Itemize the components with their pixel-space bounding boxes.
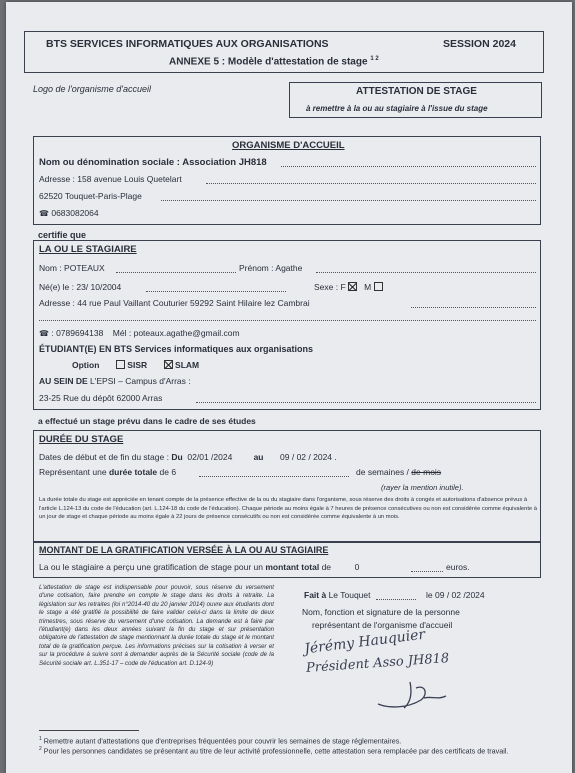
retraite-legal-text: L'attestation de stage est indispensable pour pouvoir, sous réserve du versement d'une cotisation, faire prendre en compte le stage dans les droits à retraite. La législation sur les retraites (loi n°2014-40 du 20 janvier 2014) ouvre aux étudiants dont le stage a été gratifié la possibilité de faire valider celui-ci dans la limite de deux trimestres, sous réserve du versement d'une cotisation. La demande est à faire par l'étudiant(e) dans les deux années suivant la fin du stage et sur présentation obligatoire de l'attestation de stage mentionnant la durée totale du stage et le montant total de la gratification perçue. Les informations précises sur la cotisation à verser et sur la procédure à suivre sont à demander auprès de la Sécurité sociale (code de la Sécurité sociale art. L.351-17 – code de l'éducation art. D.124-9)	[39, 584, 274, 667]
dotted-line	[146, 291, 286, 292]
logo-label: Logo de l'organisme d'accueil	[33, 84, 152, 94]
organisme-name: Nom ou dénomination sociale : Association JH818	[39, 157, 267, 168]
attestation-subtitle: à remettre à la ou au stagiaire à l'issue du stage	[306, 104, 488, 113]
signature-label-1: Nom, fonction et signature de la personne	[302, 607, 460, 617]
stagiaire-sexe: Sexe : F M	[314, 282, 383, 292]
handwritten-name: Jérémy Hauquier	[303, 626, 427, 658]
stagiaire-nom: Nom : POTEAUX	[39, 263, 105, 273]
duree-heading: DURÉE DU STAGE	[39, 434, 124, 445]
stagiaire-au-sein-addr: 23-25 Rue du dépôt 62000 Arras	[39, 393, 163, 403]
dotted-line	[376, 599, 416, 600]
dotted-line	[281, 166, 536, 167]
certifie-que: certifie que	[38, 230, 87, 240]
organisme-phone: ☎ 0683082064	[39, 208, 99, 218]
duree-dates: Dates de début et de fin du stage : Du 02/01 /2024 au 09 / 02 / 2024 .	[39, 452, 337, 462]
gratification-euros: euros.	[446, 562, 470, 572]
stagiaire-option: Option SISR SLAM	[72, 360, 200, 370]
footnote-1: $^1$ Remettre autant d'attestations que d'entreprises fréquentées pour couvrir les semaines de stage réglementaires.	[39, 736, 402, 746]
phone-icon: ☎	[39, 329, 49, 338]
dotted-line	[39, 320, 536, 321]
option-slam-checkbox[interactable]	[164, 360, 173, 369]
stagiaire-au-sein: AU SEIN DE L'EPSI – Campus d'Arras :	[39, 376, 191, 386]
signature-scribble	[366, 674, 456, 714]
attestation-title: ATTESTATION DE STAGE	[356, 86, 477, 97]
option-sisr-checkbox[interactable]	[116, 360, 125, 369]
sexe-m-checkbox[interactable]	[374, 282, 383, 291]
dotted-line	[411, 571, 443, 572]
handwritten-title: Président Asso JH818	[305, 651, 450, 676]
header-title: BTS SERVICES INFORMATIQUES AUX ORGANISATIONS	[46, 38, 329, 50]
duree-box	[33, 430, 541, 542]
stagiaire-contact: ☎ : 0789694138 Mél : poteaux.agathe@gmail.com	[39, 328, 240, 338]
organisme-address-line2: 62520 Touquet-Paris-Plage	[39, 191, 142, 201]
stagiaire-adresse: Adresse : 44 rue Paul Vaillant Couturier 59292 Saint Hilaire lez Cambrai	[39, 298, 310, 308]
fait-le: le 09 / 02 /2024	[426, 590, 485, 600]
header-session: SESSION 2024	[443, 38, 516, 50]
dotted-line	[116, 272, 236, 273]
dotted-line	[411, 307, 536, 308]
duree-rayer: (rayer la mention inutile).	[381, 483, 464, 492]
gratification-heading: MONTANT DE LA GRATIFICATION VERSÉE À LA OU AU STAGIAIRE	[39, 545, 329, 555]
duree-note: La durée totale du stage est appréciée en tenant compte de la présence effective de la ou du stagiaire dans l'organisme, sous réserve des droits à congés et autorisations d'absence prévus à l'article L.124-13 du code de l'éducation (art. L.124-18 du code de l'éducation). Chaque période au moins égale à 7 heures de présence consécutives ou non est considérée comme équivalente à un jour de stage et chaque période au moins égale à 22 jours de présence consécutifs ou non est considérée comme équivalente à un mois.	[39, 497, 537, 521]
stagiaire-prenom: Prénom : Agathe	[239, 263, 303, 273]
duree-unite: de semaines / de mois	[356, 467, 442, 477]
phone-icon: ☎	[39, 209, 49, 218]
footnote-2: $^2$ Pour les personnes candidates se présentant au titre de leur activité professionnelle, cette attestation sera remplacée par des certificats de travail.	[39, 746, 509, 756]
effectue-stage: a effectué un stage prévu dans le cadre de ses études	[38, 416, 256, 426]
organisme-address: Adresse : 158 avenue Louis Quetelart	[39, 174, 182, 184]
dotted-line	[196, 402, 536, 403]
stagiaire-etudiant: ÉTUDIANT(E) EN BTS Services informatiques aux organisations	[39, 344, 314, 354]
footnote-rule	[39, 730, 139, 731]
stagiaire-naissance: Né(e) le : 23/ 10/2004	[39, 282, 122, 292]
gratification-text: La ou le stagiaire a perçu une gratification de stage pour un montant total de 0	[39, 562, 360, 572]
dotted-line	[206, 183, 536, 184]
dotted-line	[199, 476, 349, 477]
stagiaire-heading: LA OU LE STAGIAIRE	[39, 244, 137, 255]
dotted-line	[316, 272, 536, 273]
organisme-heading: ORGANISME D'ACCUEIL	[232, 140, 345, 151]
sexe-f-checkbox[interactable]	[348, 282, 357, 291]
dotted-line	[161, 200, 536, 201]
signature-label-2: représentant de l'organisme d'accueil	[312, 620, 453, 630]
fait-a: Fait à Le Touquet	[304, 590, 371, 600]
header-annex: ANNEXE 5 : Modèle d'attestation de stage $^{1 2}$	[169, 56, 379, 68]
duree-totale: Représentant une durée totale de 6	[39, 467, 177, 477]
attestation-sheet	[6, 2, 572, 773]
